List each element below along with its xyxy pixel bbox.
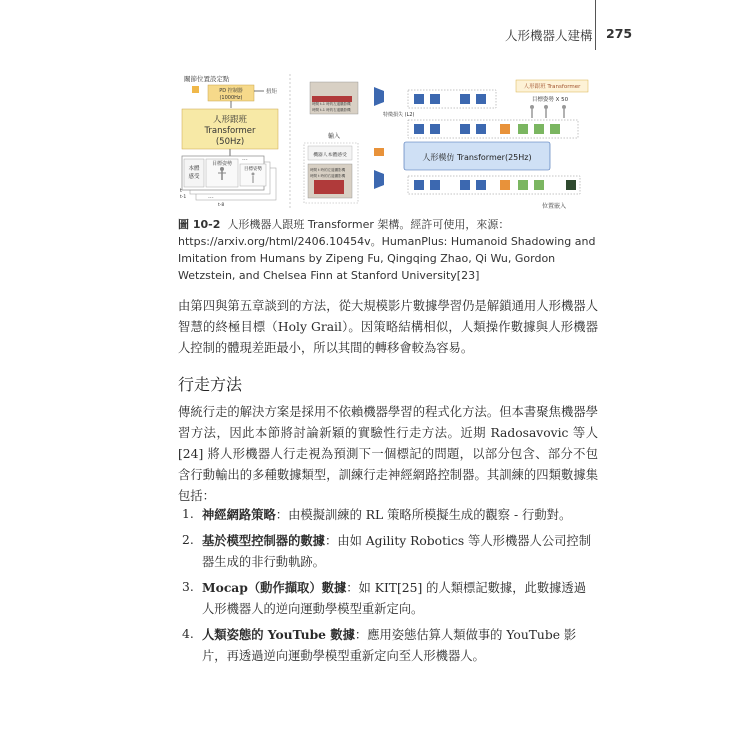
time-t8: t-8 — [218, 203, 225, 208]
list-item-text: ：如 KIT[25] 的人類標記數據，此數據透過人形機器人的逆向運動學模型重新定向。 — [202, 581, 587, 616]
torque-label: 扭矩 — [266, 89, 278, 95]
ellipsis-bottom: ... — [208, 193, 214, 200]
token-row-mid — [414, 124, 560, 134]
cam-d-label: 時間 t 時的右邊攝影機 — [310, 174, 346, 178]
target-pose-label-2: 目標姿勢 — [244, 167, 262, 172]
imitation-transformer-label: 人形模仿 Transformer(25Hz) — [422, 153, 532, 162]
paragraph-walking: 傳統行走的解決方案是採用不依賴機器學習的程式化方法。但本書聚焦機器學習方法，因此本節將討論新穎的實驗性行走方法。近期 Radosavovic 等人 [24] 將人形機器人行走視為預測下一個標記的問題，以部分包含、部分不包含行動輸出的多種數據類型，訓練行走神經網路控制器。其訓練的四類數據集包括： — [178, 405, 598, 503]
hst-label-3: (50Hz) — [215, 137, 245, 147]
section-heading: 行走方法 — [178, 375, 243, 394]
position-embedding-label: 位置嵌入 — [541, 203, 567, 210]
proprio-label-2: 感受 — [188, 174, 200, 180]
top-right-label: 人形跟班 Transformer — [523, 84, 581, 90]
figure-number: 圖 10-2 — [178, 218, 221, 231]
pd-label-1: PD 控制器 — [219, 88, 243, 94]
list-item-text: ：由模擬訓練的 RL 策略所模擬生成的觀察 - 行動對。 — [275, 508, 572, 522]
list-item — [178, 577, 598, 620]
joint-setpoint-label: 關節位置設定點 — [184, 75, 230, 83]
pose-figures — [530, 105, 566, 118]
encoder-mid — [374, 170, 384, 189]
architecture-figure — [178, 72, 592, 212]
list-item-text: ：應用姿態估算人類做事的 YouTube 影片，再透過逆向運動學模型重新定向至人形機器人。 — [202, 628, 577, 663]
cam-a-label: 時間 t-1 時的左邊攝影機 — [312, 102, 351, 106]
list-item-term: 人類姿態的 YouTube 數據 — [202, 627, 355, 642]
proprio-encoder — [374, 148, 384, 156]
target-pose-x50: 目標姿勢 X 50 — [531, 97, 569, 103]
list-item — [178, 624, 598, 667]
list-item-number: 2. — [182, 533, 194, 547]
figure-caption — [178, 216, 598, 284]
header-divider — [595, 0, 596, 50]
cam-c-label: 時間 t 時的左邊攝影機 — [310, 168, 346, 172]
proprio-label-1: 本體 — [188, 166, 200, 172]
figure-caption-text: 人形機器人跟班 Transformer 架構。經許可使用，來源：https://arxiv.org/html/2406.10454v。HumanPlus: Humanoid Shadowing and Imitation from Humans by Zipeng Fu, Qingqing Zhao, Qi Wu, Gordon Wetzstein, and Chelsea Finn at Stanford University[23] — [178, 218, 596, 282]
time-t: t — [180, 188, 182, 194]
robot-proprio-label: 機器人本體感受 — [313, 153, 347, 158]
encoder-top — [374, 87, 384, 106]
list-item-number: 3. — [182, 580, 194, 594]
cam-b-label: 時間 t-1 時的右邊攝影機 — [312, 108, 351, 112]
hst-label-1: 人形跟班 — [212, 115, 248, 125]
pd-label-2: (1000Hz) — [219, 95, 243, 101]
dataset-list — [178, 504, 598, 671]
input-label: 輸入 — [328, 133, 341, 140]
ellipsis-top: ... — [242, 155, 248, 162]
list-item-text: ：由如 Agility Robotics 等人形機器人公司控制器生成的非行動軌跡。 — [202, 534, 592, 569]
list-item-number: 1. — [182, 507, 194, 521]
page-number: 275 — [606, 26, 633, 41]
list-item — [178, 530, 598, 573]
target-pose-label: 目標姿勢 — [211, 161, 233, 167]
token-row-top — [414, 94, 486, 104]
list-item — [178, 504, 598, 526]
list-item-term: Mocap（動作擷取）數據 — [202, 580, 347, 595]
running-header-title: 人形機器人建構 — [505, 28, 593, 43]
joint-marker — [192, 86, 199, 93]
paragraph-intro: 由第四與第五章談到的方法，從大規模影片數據學習仍是解鎖通用人形機器人智慧的終極目標（Holy Grail）。因策略結構相似，人類操作數據與人形機器人控制的體現差距最小，所以其間的轉移會較為容易。 — [178, 299, 598, 355]
list-item-number: 4. — [182, 627, 194, 641]
list-item-term: 基於模型控制器的數據 — [202, 533, 325, 548]
list-item-term: 神經網路策略 — [202, 507, 276, 522]
feature-loss-label: 特徵損失 (L2) — [383, 112, 415, 118]
token-row-bottom — [414, 180, 576, 190]
hst-label-2: Transformer — [204, 126, 256, 136]
time-t1: t-1 — [180, 195, 187, 200]
